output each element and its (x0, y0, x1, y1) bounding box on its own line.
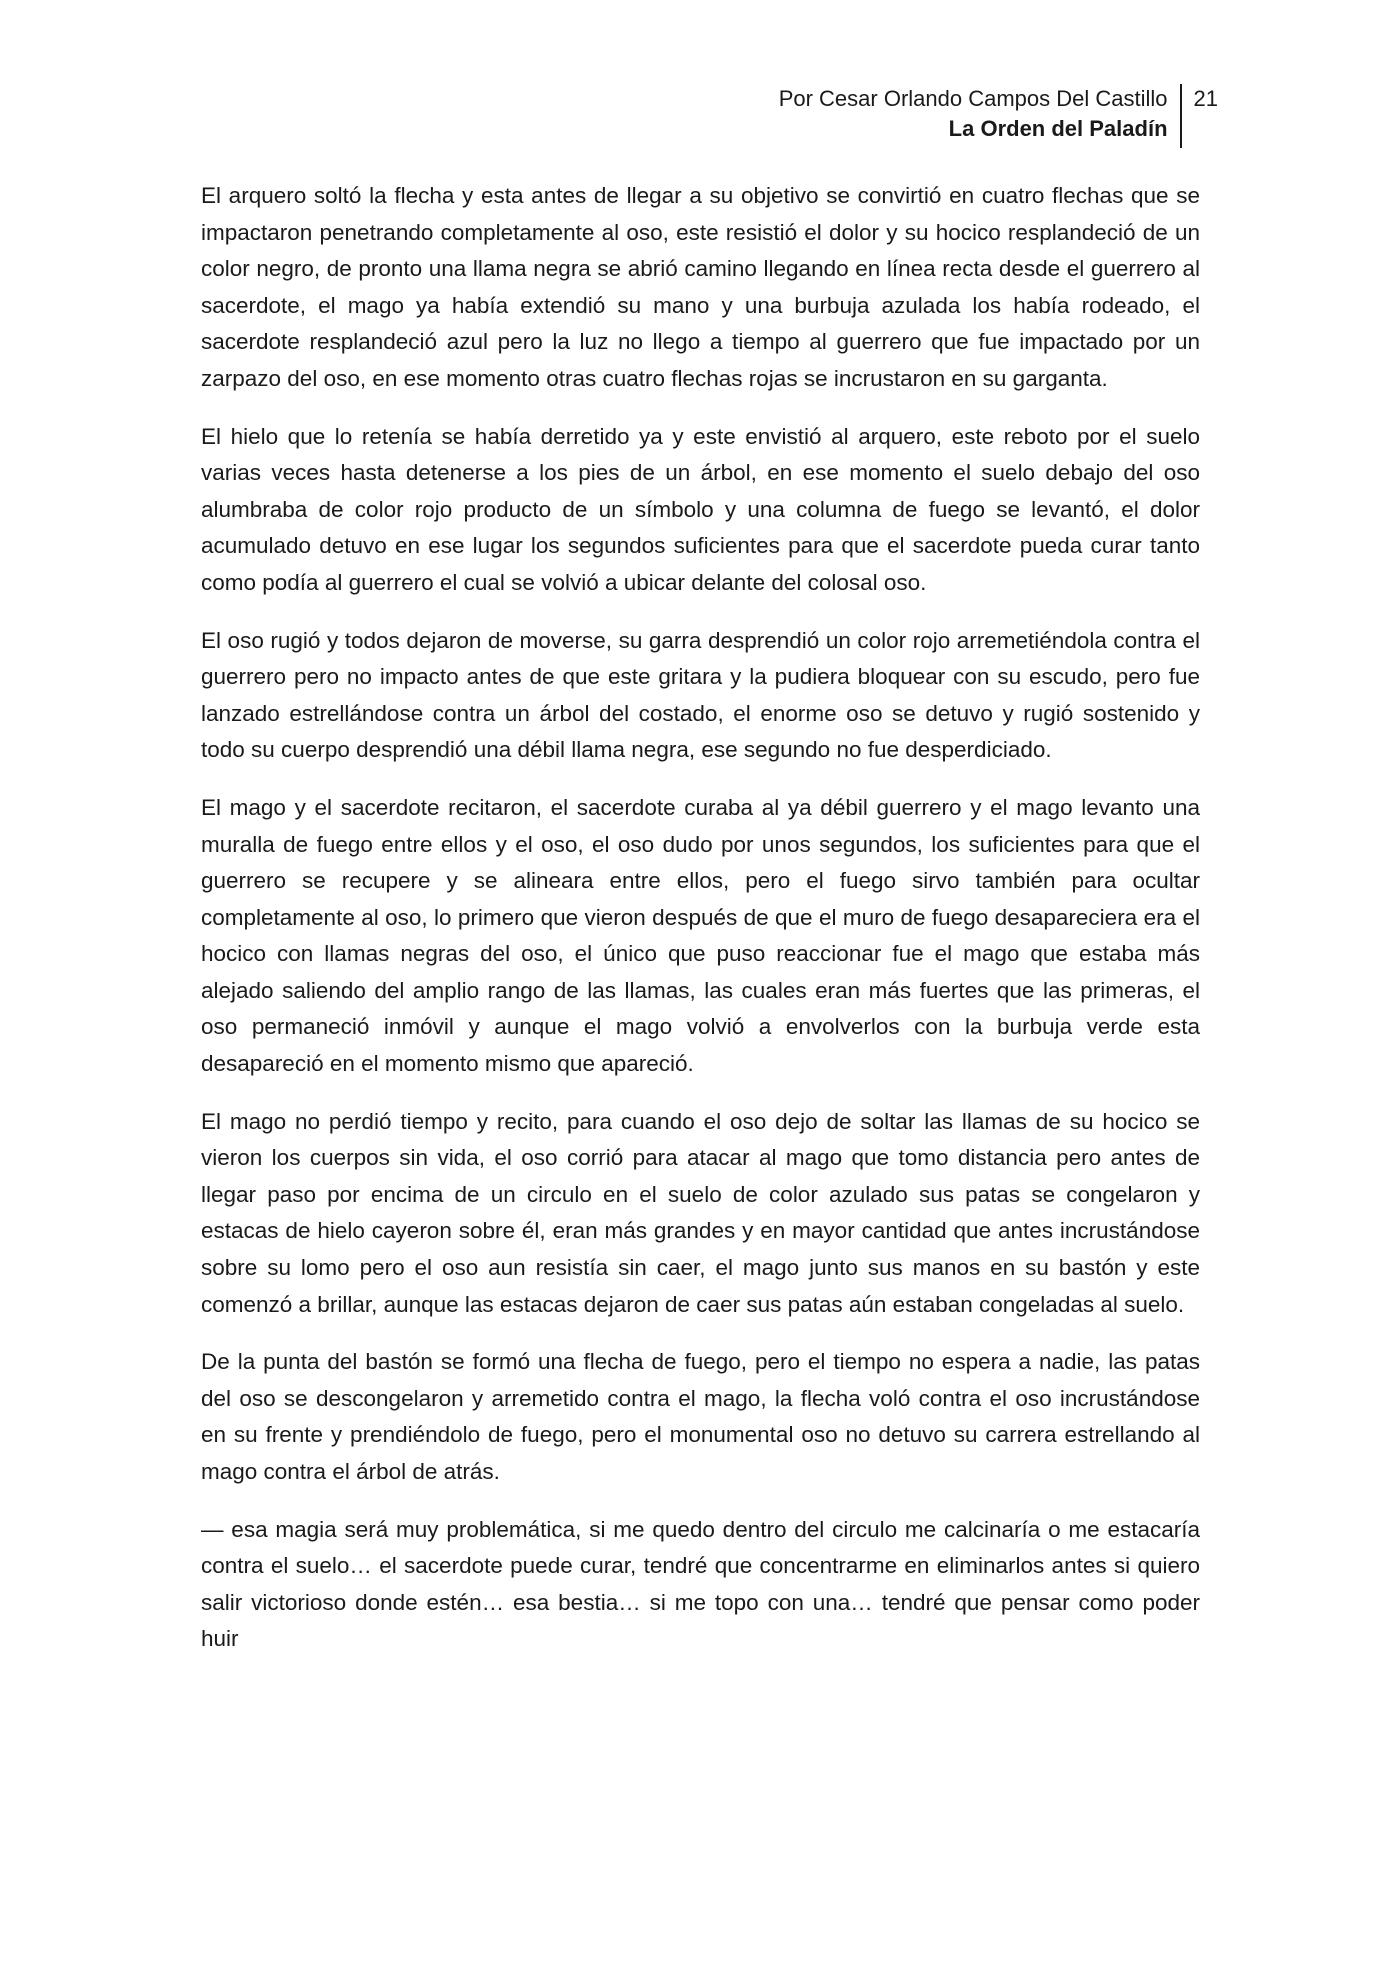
paragraph: El hielo que lo retenía se había derretido ya y este envistió al arquero, este reboto por el suelo varias veces hasta detenerse a los pies de un árbol, en ese momento el suelo debajo del oso alumbraba de color rojo producto de un símbolo y una columna de fuego se levantó, el dolor acumulado detuvo en ese lugar los segundos suficientes para que el sacerdote pueda curar tanto como podía al guerrero el cual se volvió a ubicar delante del colosal oso. (201, 423, 1200, 595)
page-header (779, 84, 1218, 148)
paragraph: El arquero soltó la flecha y esta antes de llegar a su objetivo se convirtió en cuatro flechas que se impactaron penetrando completamente al oso, este resistió el dolor y su hocico resplandeció de un color negro, de pronto una llama negra se abrió camino llegando en línea recta desde el guerrero al sacerdote, el mago ya había extendió su mano y una burbuja azulada los había rodeado, el sacerdote resplandeció azul pero la luz no llego a tiempo al guerrero que fue impactado por un zarpazo del oso, en ese momento otras cuatro flechas rojas se incrustaron en su garganta. (201, 183, 1200, 391)
header-book-title: La Orden del Paladín (948, 116, 1168, 141)
paragraph: — esa magia será muy problemática, si me quedo dentro del circulo me calcinaría o me estacaría contra el suelo… el sacerdote puede curar, tendré que concentrarme en eliminarlos antes si quiero salir victorioso donde estén… esa bestia… si me topo con una… tendré que pensar como poder huir (201, 1516, 1200, 1652)
paragraph: El mago no perdió tiempo y recito, para cuando el oso dejo de soltar las llamas de su hocico se vieron los cuerpos sin vida, el oso corrió para atacar al mago que tomo distancia pero antes de llegar paso por encima de un circulo en el suelo de color azulado sus patas se congelaron y estacas de hielo cayeron sobre él, eran más grandes y en mayor cantidad que antes incrustándose sobre su lomo pero el oso aun resistía sin caer, el mago junto sus manos en su bastón y este comenzó a brillar, aunque las estacas dejaron de caer sus patas aún estaban congeladas al suelo. (201, 1108, 1200, 1317)
header-author: Por Cesar Orlando Campos Del Castillo (778, 86, 1168, 111)
page-number: 21 (1193, 86, 1218, 111)
paragraph: De la punta del bastón se formó una flecha de fuego, pero el tiempo no espera a nadie, las patas del oso se descongelaron y arremetido contra el mago, la flecha voló contra el oso incrustándose en su frente y prendiéndolo de fuego, pero el monumental oso no detuvo su carrera estrellando al mago contra el árbol de atrás. (201, 1349, 1200, 1484)
paragraph: El mago y el sacerdote recitaron, el sacerdote curaba al ya débil guerrero y el mago levanto una muralla de fuego entre ellos y el oso, el oso dudo por unos segundos, los suficientes para que el guerrero se recupere y se alineara entre ellos, pero el fuego sirvo también para ocultar completamente al oso, lo primero que vieron después de que el muro de fuego desapareciera era el hocico con llamas negras del oso, el único que puso reaccionar fue el mago que estaba más alejado saliendo del amplio rango de las llamas, las cuales eran más fuertes que las primeras, el oso permaneció inmóvil y aunque el mago volvió a envolverlos con la burbuja verde esta desapareció en el momento mismo que apareció. (201, 794, 1200, 1077)
paragraph: El oso rugió y todos dejaron de moverse, su garra desprendió un color rojo arremetiéndola contra el guerrero pero no impacto antes de que este gritara y la pudiera bloquear con su escudo, pero fue lanzado estrellándose contra un árbol del costado, el enorme oso se detuvo y rugió sostenido y todo su cuerpo desprendió una débil llama negra, ese segundo no fue desperdiciado. (201, 627, 1200, 763)
header-text-block (779, 84, 1180, 148)
body-text (201, 178, 1200, 1679)
